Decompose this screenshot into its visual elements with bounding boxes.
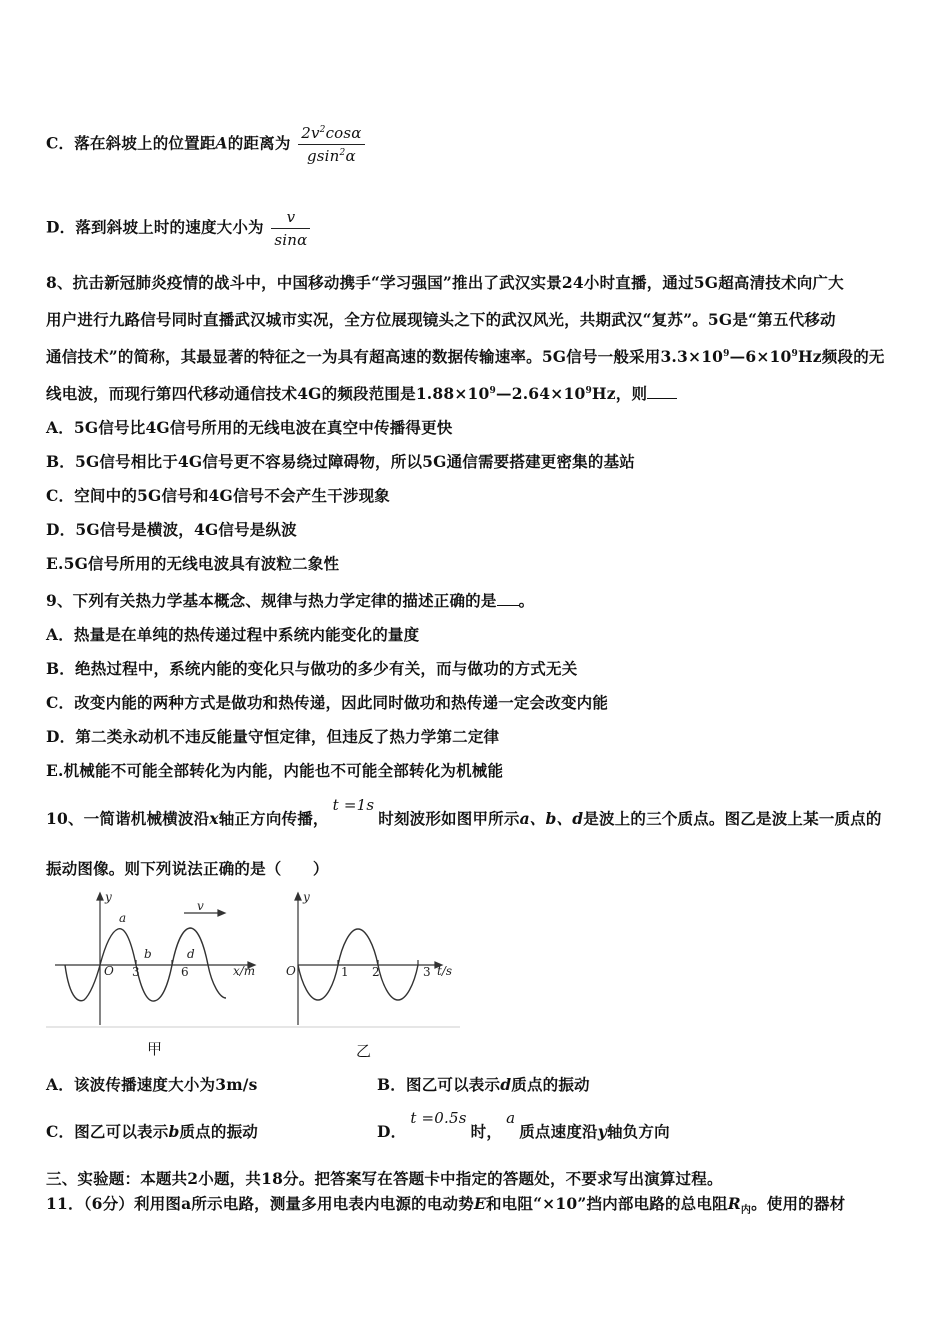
q10-b-b: 质点的振动 bbox=[511, 1075, 590, 1094]
q7-c-num-c: cosα bbox=[325, 124, 362, 142]
q7-c-num-exp: 2 bbox=[319, 125, 326, 135]
q10-stem-d: 是波上的三个质点。图乙是波上某一质点的 bbox=[583, 809, 882, 828]
fig-b-label-ts: t/s bbox=[437, 964, 453, 978]
q8-s3-exp1: 9 bbox=[723, 348, 730, 359]
q8-option-b: B．5G信号相比于4G信号更不容易绕过障碍物，所以5G通信需要搭建更密集的基站 bbox=[46, 452, 635, 471]
fig-b-caption: 乙 bbox=[356, 1042, 372, 1060]
fig-a-caption: 甲 bbox=[147, 1040, 163, 1058]
fig-a-y-arrow bbox=[97, 893, 103, 900]
q10-stem-a: 10、一简谐机械横波沿 bbox=[46, 809, 210, 828]
q7-c-var: A bbox=[215, 133, 228, 153]
q10-option-b bbox=[377, 1073, 590, 1095]
q10-option-d bbox=[377, 1109, 670, 1142]
q9-option-b: B．绝热过程中，系统内能的变化只与做功的多少有关，而与做功的方式无关 bbox=[46, 659, 578, 678]
q10-stem-points: a、b、d bbox=[519, 809, 584, 828]
q10-stem-2: 振动图像。则下列说法正确的是（ ） bbox=[46, 859, 329, 878]
q10-stem-time: t =1s bbox=[332, 796, 375, 814]
q7-c-text: C．落在斜坡上的位置距 bbox=[46, 133, 216, 153]
q8-s3a: 通信技术”的简称，其最显著的特征之一为具有超高速的数据传输速率。5G信号一般采用3.3×10 bbox=[46, 347, 724, 366]
q10-option-a: A．该波传播速度大小为3m/s bbox=[46, 1075, 258, 1094]
fig-a-label-v: v bbox=[197, 899, 204, 913]
section-3-heading: 三、实验题：本题共2小题，共18分。把答案写在答题卡中指定的答题处，不要求写出演算过程。 bbox=[46, 1169, 723, 1188]
fig-a-label-d: d bbox=[187, 947, 195, 961]
fig-b-label-origin: O bbox=[286, 964, 296, 978]
q9-stem-text: 9、下列有关热力学基本概念、规律与热力学定律的描述正确的是 bbox=[46, 591, 497, 610]
q10-b-var: d bbox=[500, 1075, 512, 1094]
fig-b-label-tick1: 1 bbox=[341, 965, 349, 979]
fig-a-label-a: a bbox=[119, 911, 127, 925]
q10-d-var-a: a bbox=[506, 1109, 516, 1127]
q7-d-text: D．落到斜坡上时的速度大小为 bbox=[46, 217, 264, 237]
q11-b: 和电阻“×10”挡内部电路的总电阻 bbox=[485, 1194, 728, 1213]
fig-a-label-tick3: 3 bbox=[132, 965, 140, 979]
q8-s3-exp2: 9 bbox=[791, 348, 798, 359]
q8-option-e: E.5G信号所用的无线电波具有波粒二象性 bbox=[46, 554, 340, 573]
fig-a-velocity-arrowhead bbox=[218, 910, 225, 916]
q8-s4-exp1: 9 bbox=[489, 385, 497, 396]
q7-c-tail: 的距离为 bbox=[227, 133, 291, 153]
q11-var-r: R bbox=[727, 1194, 741, 1213]
wave-figure-b bbox=[295, 893, 442, 1025]
q8-s4b: —2.64×10 bbox=[496, 384, 586, 403]
q10-stem-c: 时刻波形如图甲所示 bbox=[378, 809, 520, 828]
q8-s4c: Hz，则 bbox=[591, 384, 648, 403]
q10-d-a: D． bbox=[377, 1122, 407, 1141]
q10-stem-b: 轴正方向传播， bbox=[218, 809, 329, 828]
q10-b-a: B．图乙可以表示 bbox=[377, 1075, 501, 1094]
fig-b-label-tick2: 2 bbox=[372, 965, 380, 979]
q8-option-a: A．5G信号比4G信号所用的无线电波在真空中传播得更快 bbox=[46, 418, 453, 437]
q11-sub: 内 bbox=[740, 1205, 752, 1217]
q10-option-c bbox=[46, 1120, 258, 1142]
fig-a-label-origin: O bbox=[104, 964, 114, 978]
q8-s3c: Hz频段的无 bbox=[797, 347, 885, 366]
q11-a: 11．（6分）利用图a所示电路，测量多用电表内电源的电动势 bbox=[46, 1194, 474, 1213]
q7-d-num: v bbox=[271, 208, 310, 229]
q10-stem-x: x bbox=[209, 809, 219, 828]
fig-b-label-tick3: 3 bbox=[423, 965, 431, 979]
q9-option-c: C．改变内能的两种方式是做功和热传递，因此同时做功和热传递一定会改变内能 bbox=[46, 693, 609, 712]
fig-a-label-b: b bbox=[144, 947, 152, 961]
q8-stem-1: 8、抗击新冠肺炎疫情的战斗中，中国移动携手“学习强国”推出了武汉实景24小时直播，通过5G超高清技术向广大 bbox=[46, 273, 844, 292]
q10-c-a: C．图乙可以表示 bbox=[46, 1122, 169, 1141]
q8-stem-2: 用户进行九路信号同时直播武汉城市实况，全方位展现镜头之下的武汉风光，共期武汉“复苏”。5G是“第五代移动 bbox=[46, 310, 836, 329]
q7-c-num-a: 2v bbox=[301, 124, 320, 142]
fig-b-y-arrow bbox=[295, 893, 301, 900]
fig-b-label-y: y bbox=[303, 890, 310, 904]
q10-d-var-y: y bbox=[597, 1122, 607, 1141]
fig-a-label-y: y bbox=[105, 890, 112, 904]
q7-c-den-exp: 2 bbox=[339, 148, 346, 158]
q8-s4a: 线电波，而现行第四代移动通信技术4G的频段范围是1.88×10 bbox=[46, 384, 490, 403]
q7-c-den-c: α bbox=[345, 147, 356, 165]
q9-option-d: D．第二类永动机不违反能量守恒定律，但违反了热力学第二定律 bbox=[46, 727, 500, 746]
q10-d-time: t =0.5s bbox=[410, 1109, 467, 1127]
q7-d-den: sinα bbox=[274, 231, 308, 249]
q11-c: 。使用的器材 bbox=[751, 1194, 846, 1213]
q7-c-den-a: gsin bbox=[306, 147, 340, 165]
q10-c-var: b bbox=[168, 1122, 180, 1141]
q9-stem-end: 。 bbox=[518, 591, 535, 610]
fig-a-label-tick6: 6 bbox=[181, 965, 189, 979]
q8-s3b: —6×10 bbox=[729, 347, 792, 366]
q8-option-c: C．空间中的5G信号和4G信号不会产生干涉现象 bbox=[46, 486, 390, 505]
q10-d-c: 质点速度沿 bbox=[519, 1122, 598, 1141]
fig-a-label-xm: x/m bbox=[233, 964, 256, 978]
q9-option-e: E.机械能不可能全部转化为内能，内能也不可能全部转化为机械能 bbox=[46, 761, 504, 780]
q8-option-d: D．5G信号是横波，4G信号是纵波 bbox=[46, 520, 297, 539]
q11-stem bbox=[46, 1192, 845, 1216]
wave-figure-a bbox=[55, 893, 255, 1025]
q10-c-b: 质点的振动 bbox=[179, 1122, 258, 1141]
q8-s4-exp2: 9 bbox=[585, 385, 592, 396]
q10-d-b: 时， bbox=[470, 1122, 503, 1141]
q10-d-d: 轴负方向 bbox=[606, 1122, 670, 1141]
q9-option-a: A．热量是在单纯的热传递过程中系统内能变化的量度 bbox=[46, 625, 420, 644]
q11-var-e: E bbox=[473, 1194, 486, 1213]
